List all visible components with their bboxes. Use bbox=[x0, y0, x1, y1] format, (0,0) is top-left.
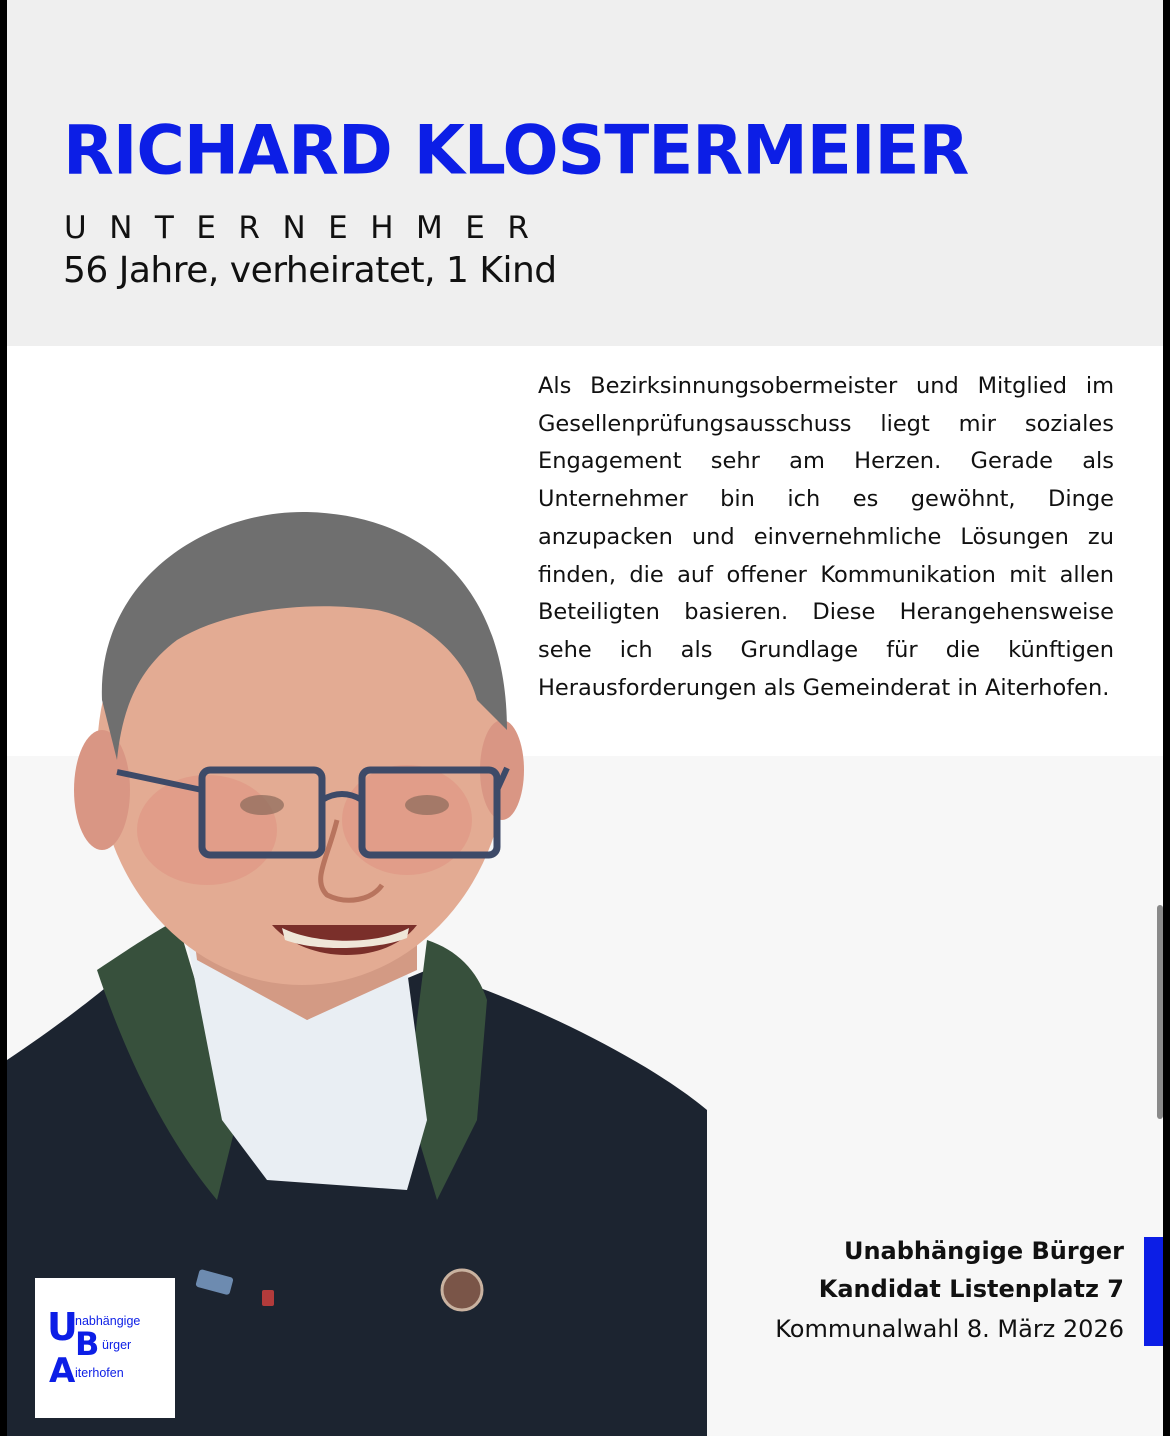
candidacy-label: Kandidat Listenplatz 7 bbox=[818, 1275, 1124, 1303]
candidate-name: RICHARD KLOSTERMEIER bbox=[63, 111, 969, 190]
logo-word-1: nabhängige bbox=[75, 1314, 141, 1328]
ear-left bbox=[74, 730, 130, 850]
organization-name: Unabhängige Bürger bbox=[843, 1237, 1124, 1265]
candidate-details: 56 Jahre, verheiratet, 1 Kind bbox=[63, 250, 557, 291]
election-date: Kommunalwahl 8. März 2026 bbox=[775, 1315, 1124, 1343]
logo-word-3: iterhofen bbox=[75, 1366, 124, 1380]
accent-bar bbox=[1144, 1237, 1163, 1346]
jacket-button bbox=[442, 1270, 482, 1310]
candidate-bio: Als Bezirksinnungsobermeister und Mitglied im Gesellenprüfungsausschuss liegt mir soziales Engagement sehr am Herzen. Gerade als Unternehmer bin ich es gewöhnt, Dinge anzupacken und einvernehmliche Lösungen zu finden, die auf offener Kommunikation mit allen Beteiligten basieren. Diese Herangehensweise sehe ich als Grundlage für die künftigen Herausforderungen als Gemeinderat in Aiterhofen. bbox=[538, 373, 1114, 701]
logo-word-2: ürger bbox=[102, 1338, 132, 1352]
logo-letter-u: U bbox=[47, 1305, 78, 1349]
cheek-left bbox=[137, 775, 277, 885]
candidate-profession: UNTERNEHMER bbox=[64, 210, 552, 246]
candidate-page bbox=[7, 0, 1163, 1436]
footer-info bbox=[775, 1232, 1124, 1350]
lapel-pin-small bbox=[262, 1290, 274, 1306]
logo-letter-b: B bbox=[75, 1325, 100, 1363]
scrollbar-thumb[interactable] bbox=[1157, 905, 1163, 1119]
party-logo bbox=[35, 1278, 175, 1418]
logo-letter-a: A bbox=[49, 1351, 76, 1391]
